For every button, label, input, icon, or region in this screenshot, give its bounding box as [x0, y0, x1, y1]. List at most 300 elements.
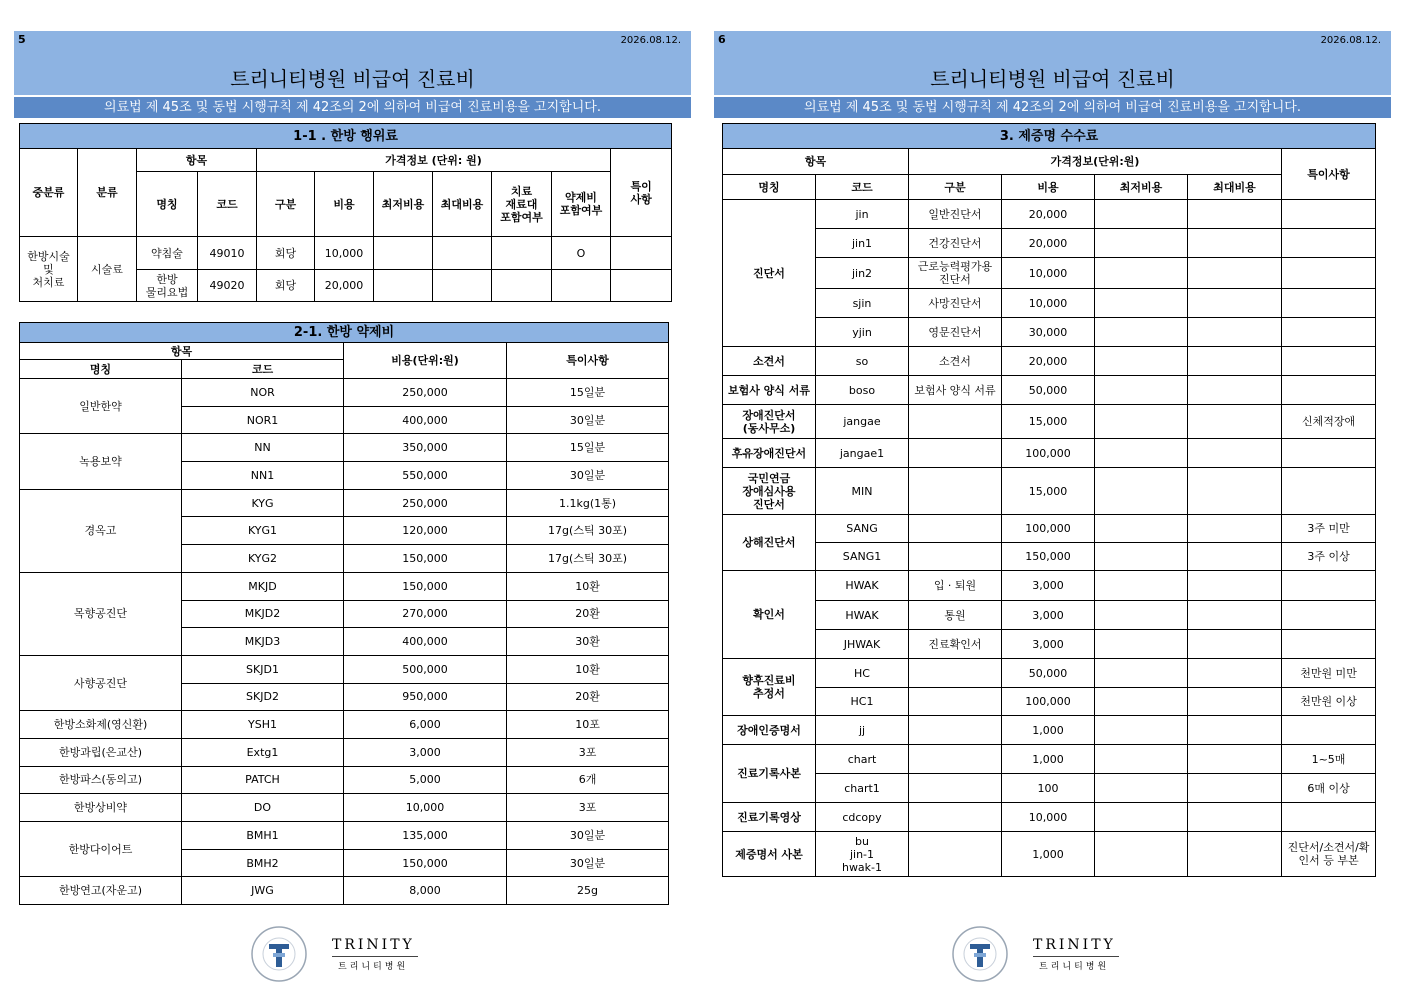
item-name-cell: 국민연금 장애심사용 진단서	[723, 468, 816, 515]
header-code: 코드	[816, 175, 909, 200]
table-row	[723, 774, 1376, 803]
code-cell: HC	[816, 659, 909, 688]
note-cell	[1282, 347, 1376, 376]
header-name: 명칭	[20, 360, 182, 379]
table-caption: 2-1. 한방 약제비	[20, 323, 669, 343]
min-cell	[1095, 376, 1188, 405]
table-row	[20, 766, 669, 794]
note-cell	[1282, 258, 1376, 289]
code-cell: cdcopy	[816, 803, 909, 832]
table-row	[723, 515, 1376, 543]
code-cell: boso	[816, 376, 909, 405]
header-code: 코드	[182, 360, 344, 379]
table-row	[20, 822, 669, 850]
note-cell: 30환	[507, 628, 669, 656]
unit-cell: 보험사 양식 서류	[909, 376, 1002, 405]
max-cell	[1188, 601, 1282, 630]
code-cell: JHWAK	[816, 630, 909, 659]
note-cell: 30일분	[507, 822, 669, 850]
item-name-cell: 한방과립(은교산)	[20, 738, 182, 766]
code-cell: yjin	[816, 318, 909, 347]
unit-cell	[909, 745, 1002, 774]
min-cell	[1095, 601, 1188, 630]
code-cell: jangae1	[816, 439, 909, 468]
min-cell	[1095, 200, 1188, 229]
cost-cell: 20,000	[1002, 347, 1095, 376]
table-row	[723, 200, 1376, 229]
page-5	[14, 31, 691, 118]
cost-cell: 3,000	[1002, 630, 1095, 659]
note-cell: 6매 이상	[1282, 774, 1376, 803]
min-cell	[1095, 774, 1188, 803]
min-cell	[374, 270, 433, 302]
header-name: 명칭	[723, 175, 816, 200]
page-date: 2026.08.12.	[620, 35, 681, 46]
cost-cell: 5,000	[344, 766, 507, 794]
cost-cell: 1,000	[1002, 745, 1095, 774]
max-cell	[433, 237, 492, 270]
header-max-cost: 최대비용	[433, 172, 492, 237]
note-cell: 3포	[507, 738, 669, 766]
cost-cell: 20,000	[1002, 200, 1095, 229]
name-cell: 약침술	[137, 237, 198, 270]
table-row	[723, 439, 1376, 468]
page-number: 5	[18, 33, 26, 46]
min-cell	[1095, 405, 1188, 439]
header-note: 특이 사항	[611, 149, 672, 237]
note-cell: 3포	[507, 794, 669, 822]
cost-cell: 250,000	[344, 379, 507, 407]
code-cell: SKJD1	[182, 655, 344, 683]
note-cell	[1282, 289, 1376, 318]
note-cell: 17g(스틱 30포)	[507, 517, 669, 545]
min-cell	[1095, 258, 1188, 289]
item-name-cell: 장애인증명서	[723, 716, 816, 745]
brand-korean: 트리니티병원	[1039, 962, 1110, 972]
item-name-cell: 일반한약	[20, 379, 182, 434]
code-cell: NN	[182, 434, 344, 462]
table-caption: 1-1 . 한방 행위료	[20, 124, 672, 149]
item-name-cell: 한방소화제(영신환)	[20, 711, 182, 739]
item-name-cell: 소견서	[723, 347, 816, 376]
code-cell: sjin	[816, 289, 909, 318]
code-cell: jj	[816, 716, 909, 745]
note-cell: 15일분	[507, 434, 669, 462]
min-cell	[1095, 630, 1188, 659]
table-caption: 3. 제증명 수수료	[723, 124, 1376, 149]
code-cell: BMH1	[182, 822, 344, 850]
brand-name: TRINITY	[332, 937, 415, 953]
item-name-cell: 확인서	[723, 571, 816, 659]
code-cell: KYG	[182, 489, 344, 517]
cost-cell: 150,000	[344, 572, 507, 600]
max-cell	[1188, 803, 1282, 832]
max-cell	[1188, 630, 1282, 659]
min-cell	[374, 237, 433, 270]
code-cell: 49020	[198, 270, 257, 302]
note-cell: 30일분	[507, 849, 669, 877]
cost-cell: 120,000	[344, 517, 507, 545]
cost-cell: 50,000	[1002, 659, 1095, 688]
header-min-cost: 최저비용	[374, 172, 433, 237]
note-cell: 신체적장애	[1282, 405, 1376, 439]
code-cell: KYG2	[182, 545, 344, 573]
max-cell	[1188, 774, 1282, 803]
material-cell	[492, 270, 552, 302]
cost-cell: 30,000	[1002, 318, 1095, 347]
note-cell	[611, 237, 672, 270]
max-cell	[1188, 229, 1282, 258]
code-cell: 49010	[198, 237, 257, 270]
header-note: 특이사항	[1282, 149, 1376, 200]
note-cell	[611, 270, 672, 302]
note-cell	[1282, 571, 1376, 601]
max-cell	[1188, 405, 1282, 439]
cost-cell: 100,000	[1002, 439, 1095, 468]
header-class: 분류	[78, 149, 137, 237]
max-cell	[1188, 347, 1282, 376]
item-name-cell: 진단서	[723, 200, 816, 347]
code-cell: YSH1	[182, 711, 344, 739]
code-cell: chart1	[816, 774, 909, 803]
note-cell: 17g(스틱 30포)	[507, 545, 669, 573]
note-cell	[1282, 229, 1376, 258]
max-cell	[1188, 468, 1282, 515]
note-cell: 20환	[507, 600, 669, 628]
cost-cell: 10,000	[315, 237, 374, 270]
cost-cell: 550,000	[344, 462, 507, 490]
code-cell: MKJD2	[182, 600, 344, 628]
header-max-cost: 최대비용	[1188, 175, 1282, 200]
unit-cell	[909, 515, 1002, 543]
note-cell: 30일분	[507, 406, 669, 434]
cost-cell: 3,000	[344, 738, 507, 766]
brand-divider	[1033, 956, 1119, 957]
drug-cell	[552, 270, 611, 302]
unit-cell	[909, 659, 1002, 688]
cost-cell: 135,000	[344, 822, 507, 850]
note-cell	[1282, 601, 1376, 630]
item-name-cell: 진료기록영상	[723, 803, 816, 832]
hospital-logo	[250, 925, 450, 985]
table-row	[723, 659, 1376, 688]
item-name-cell: 목향공진단	[20, 572, 182, 655]
note-cell	[1282, 803, 1376, 832]
code-cell: MKJD3	[182, 628, 344, 656]
table-row	[723, 289, 1376, 318]
unit-cell: 소견서	[909, 347, 1002, 376]
code-cell: bu jin-1 hwak-1	[816, 832, 909, 877]
table-2-1	[19, 322, 669, 905]
cost-cell: 950,000	[344, 683, 507, 711]
note-cell: 10환	[507, 655, 669, 683]
category-cell: 한방시술 및 처치료	[20, 237, 78, 302]
table-row	[20, 655, 669, 683]
cost-cell: 150,000	[344, 545, 507, 573]
min-cell	[1095, 716, 1188, 745]
material-cell	[492, 237, 552, 270]
page-subtitle: 의료법 제 45조 및 동법 시행규칙 제 42조의 2에 의하여 비급여 진료비용을 고지합니다.	[714, 97, 1391, 118]
code-cell: SANG	[816, 515, 909, 543]
page-6	[714, 31, 1391, 118]
code-cell: BMH2	[182, 849, 344, 877]
min-cell	[1095, 543, 1188, 571]
cost-cell: 350,000	[344, 434, 507, 462]
header-cost: 비용(단위:원)	[344, 343, 507, 379]
item-name-cell: 상해진단서	[723, 515, 816, 571]
max-cell	[1188, 515, 1282, 543]
note-cell: 1.1kg(1통)	[507, 489, 669, 517]
min-cell	[1095, 229, 1188, 258]
code-cell: SKJD2	[182, 683, 344, 711]
item-name-cell: 한방상비약	[20, 794, 182, 822]
header-min-cost: 최저비용	[1095, 175, 1188, 200]
cost-cell: 3,000	[1002, 571, 1095, 601]
max-cell	[1188, 688, 1282, 716]
item-name-cell: 한방다이어트	[20, 822, 182, 877]
item-name-cell: 경옥고	[20, 489, 182, 572]
table-row	[723, 376, 1376, 405]
unit-cell	[909, 543, 1002, 571]
table-row	[723, 630, 1376, 659]
table-row	[723, 405, 1376, 439]
table-row	[723, 258, 1376, 289]
code-cell: jin2	[816, 258, 909, 289]
cost-cell: 6,000	[344, 711, 507, 739]
unit-cell: 회당	[257, 270, 315, 302]
brand-korean: 트리니티병원	[338, 962, 409, 972]
min-cell	[1095, 745, 1188, 774]
cost-cell: 250,000	[344, 489, 507, 517]
note-cell	[1282, 716, 1376, 745]
unit-cell	[909, 468, 1002, 515]
code-cell: Extg1	[182, 738, 344, 766]
header-unit: 구분	[909, 175, 1002, 200]
cost-cell: 400,000	[344, 628, 507, 656]
header-code: 코드	[198, 172, 257, 237]
max-cell	[1188, 571, 1282, 601]
code-cell: KYG1	[182, 517, 344, 545]
cost-cell: 15,000	[1002, 405, 1095, 439]
note-cell: 1~5매	[1282, 745, 1376, 774]
note-cell: 25g	[507, 877, 669, 905]
min-cell	[1095, 688, 1188, 716]
cost-cell: 10,000	[1002, 258, 1095, 289]
header-price-info: 가격정보 (단위: 원)	[257, 149, 611, 172]
item-name-cell: 장애진단서 (동사무소)	[723, 405, 816, 439]
note-cell: 20환	[507, 683, 669, 711]
table-row	[723, 318, 1376, 347]
cost-cell: 15,000	[1002, 468, 1095, 515]
min-cell	[1095, 347, 1188, 376]
table-row	[723, 716, 1376, 745]
table-row	[723, 745, 1376, 774]
max-cell	[1188, 659, 1282, 688]
cost-cell: 270,000	[344, 600, 507, 628]
header-note: 특이사항	[507, 343, 669, 379]
page-header	[714, 31, 1391, 95]
table-row	[723, 347, 1376, 376]
table-row	[723, 543, 1376, 571]
code-cell: NOR	[182, 379, 344, 407]
table-row	[20, 877, 669, 905]
cost-cell: 1,000	[1002, 716, 1095, 745]
table-row	[723, 803, 1376, 832]
unit-cell	[909, 405, 1002, 439]
cost-cell: 400,000	[344, 406, 507, 434]
table-row	[20, 379, 669, 407]
min-cell	[1095, 832, 1188, 877]
min-cell	[1095, 289, 1188, 318]
cost-cell: 10,000	[1002, 289, 1095, 318]
max-cell	[1188, 376, 1282, 405]
hospital-seal-icon	[951, 925, 1009, 983]
header-name: 명칭	[137, 172, 198, 237]
min-cell	[1095, 318, 1188, 347]
unit-cell: 건강진단서	[909, 229, 1002, 258]
unit-cell: 사망진단서	[909, 289, 1002, 318]
page-header	[14, 31, 691, 95]
unit-cell: 근로능력평가용 진단서	[909, 258, 1002, 289]
item-name-cell: 한방파스(동의고)	[20, 766, 182, 794]
cost-cell: 10,000	[344, 794, 507, 822]
unit-cell	[909, 439, 1002, 468]
code-cell: DO	[182, 794, 344, 822]
unit-cell: 회당	[257, 237, 315, 270]
cost-cell: 100,000	[1002, 515, 1095, 543]
note-cell	[1282, 439, 1376, 468]
code-cell: SANG1	[816, 543, 909, 571]
note-cell: 10포	[507, 711, 669, 739]
code-cell: HWAK	[816, 601, 909, 630]
item-name-cell: 제증명서 사본	[723, 832, 816, 877]
table-row	[20, 794, 669, 822]
cost-cell: 20,000	[315, 270, 374, 302]
table-row	[723, 468, 1376, 515]
hospital-seal-icon	[250, 925, 308, 983]
cost-cell: 50,000	[1002, 376, 1095, 405]
note-cell	[1282, 376, 1376, 405]
name-cell: 한방 물리요법	[137, 270, 198, 302]
header-cost: 비용	[315, 172, 374, 237]
min-cell	[1095, 468, 1188, 515]
note-cell: 30일분	[507, 462, 669, 490]
unit-cell: 영문진단서	[909, 318, 1002, 347]
note-cell	[1282, 630, 1376, 659]
drug-cell: O	[552, 237, 611, 270]
unit-cell: 입 · 퇴원	[909, 571, 1002, 601]
note-cell	[1282, 468, 1376, 515]
code-cell: chart	[816, 745, 909, 774]
header-item: 항목	[20, 343, 344, 360]
code-cell: MIN	[816, 468, 909, 515]
hospital-logo	[951, 925, 1151, 985]
max-cell	[1188, 439, 1282, 468]
min-cell	[1095, 515, 1188, 543]
code-cell: jin1	[816, 229, 909, 258]
item-name-cell: 녹용보약	[20, 434, 182, 489]
code-cell: so	[816, 347, 909, 376]
min-cell	[1095, 803, 1188, 832]
item-name-cell: 후유장애진단서	[723, 439, 816, 468]
class-cell: 시술료	[78, 237, 137, 302]
cost-cell: 150,000	[1002, 543, 1095, 571]
table-row	[723, 571, 1376, 601]
max-cell	[1188, 289, 1282, 318]
unit-cell: 일반진단서	[909, 200, 1002, 229]
table-row	[723, 229, 1376, 258]
table-row	[20, 237, 672, 270]
note-cell: 15일분	[507, 379, 669, 407]
unit-cell: 진료확인서	[909, 630, 1002, 659]
cost-cell: 150,000	[344, 849, 507, 877]
max-cell	[1188, 832, 1282, 877]
min-cell	[1095, 571, 1188, 601]
header-material: 치료 재료대 포함여부	[492, 172, 552, 237]
item-name-cell: 사향공진단	[20, 655, 182, 710]
code-cell: HWAK	[816, 571, 909, 601]
table-row	[20, 711, 669, 739]
note-cell: 10환	[507, 572, 669, 600]
code-cell: JWG	[182, 877, 344, 905]
unit-cell	[909, 716, 1002, 745]
table-1-1	[19, 123, 672, 302]
unit-cell	[909, 832, 1002, 877]
min-cell	[1095, 659, 1188, 688]
note-cell: 3주 이상	[1282, 543, 1376, 571]
item-name-cell: 향후진료비 추정서	[723, 659, 816, 716]
page-subtitle: 의료법 제 45조 및 동법 시행규칙 제 42조의 2에 의하여 비급여 진료비용을 고지합니다.	[14, 97, 691, 118]
cost-cell: 500,000	[344, 655, 507, 683]
table-row	[20, 489, 669, 517]
table-row	[20, 738, 669, 766]
table-row	[20, 572, 669, 600]
code-cell: jangae	[816, 405, 909, 439]
max-cell	[1188, 258, 1282, 289]
max-cell	[1188, 543, 1282, 571]
min-cell	[1095, 439, 1188, 468]
max-cell	[1188, 716, 1282, 745]
header-cost: 비용	[1002, 175, 1095, 200]
item-name-cell: 한방연고(자운고)	[20, 877, 182, 905]
header-price-info: 가격정보(단위:원)	[909, 149, 1282, 175]
max-cell	[433, 270, 492, 302]
note-cell: 6개	[507, 766, 669, 794]
cost-cell: 10,000	[1002, 803, 1095, 832]
max-cell	[1188, 200, 1282, 229]
unit-cell	[909, 774, 1002, 803]
code-cell: NOR1	[182, 406, 344, 434]
unit-cell: 통원	[909, 601, 1002, 630]
max-cell	[1188, 745, 1282, 774]
unit-cell	[909, 803, 1002, 832]
note-cell: 진단서/소견서/확 인서 등 부본	[1282, 832, 1376, 877]
brand-divider	[332, 956, 418, 957]
note-cell	[1282, 318, 1376, 347]
code-cell: PATCH	[182, 766, 344, 794]
cost-cell: 8,000	[344, 877, 507, 905]
code-cell: NN1	[182, 462, 344, 490]
item-name-cell: 보험사 양식 서류	[723, 376, 816, 405]
page-number: 6	[718, 33, 726, 46]
cost-cell: 100,000	[1002, 688, 1095, 716]
brand-name: TRINITY	[1033, 937, 1116, 953]
page-date: 2026.08.12.	[1320, 35, 1381, 46]
table-row	[723, 832, 1376, 877]
max-cell	[1188, 318, 1282, 347]
unit-cell	[909, 688, 1002, 716]
item-name-cell: 진료기록사본	[723, 745, 816, 803]
